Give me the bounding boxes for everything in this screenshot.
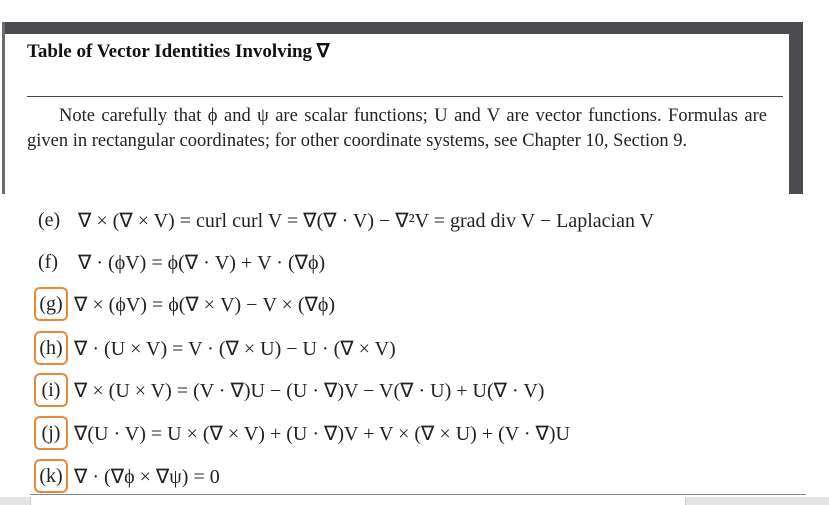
- formula-row-e: [38, 201, 654, 239]
- formula-expression: ∇ × (ϕV) = ϕ(∇ × V) − V × (∇ϕ): [74, 293, 336, 316]
- formula-expression: ∇ · (U × V) = V · (∇ × U) − U · (∇ × V): [74, 337, 396, 360]
- formula-row-i: [38, 371, 544, 409]
- document-title: Table of Vector Identities Involving ∇: [27, 41, 330, 62]
- formula-expression: ∇ × (U × V) = (V · ∇)U − (U · ∇)V − V(∇ · U) + U(∇ · V): [74, 379, 545, 402]
- image-frame-top: [2, 22, 803, 34]
- formula-label-highlighted: (j): [34, 416, 68, 450]
- note-paragraph: Note carefully that ϕ and ψ are scalar functions; U and V are vector functions. Formulas are given in rectangular coordinates; for other coordinate systems, see Chapter 10, Section 9.: [27, 106, 767, 151]
- formula-label: (f): [38, 250, 58, 273]
- formula-label-highlighted: (k): [34, 459, 68, 493]
- bottom-input-area: [30, 497, 686, 505]
- formula-label-highlighted: (i): [34, 373, 68, 407]
- formula-label-highlighted: (h): [34, 331, 68, 365]
- formula-expression: ∇ × (∇ × V) = curl curl V = ∇(∇ · V) − ∇²V = grad div V − Laplacian V: [78, 209, 655, 232]
- formula-row-k: [38, 457, 220, 495]
- top-strip: [0, 0, 829, 22]
- formula-expression: ∇ · (∇ϕ × ∇ψ) = 0: [74, 465, 220, 488]
- document-page: [5, 34, 789, 194]
- formula-row-f: [38, 243, 325, 281]
- formula-row-j: [38, 414, 570, 452]
- formula-label-highlighted: (g): [34, 287, 68, 321]
- formula-label: (e): [38, 208, 61, 231]
- title-rule: [27, 96, 783, 97]
- image-frame-right: [789, 22, 803, 194]
- formula-expression: ∇ · (ϕV) = ϕ(∇ · V) + V · (∇ϕ): [78, 251, 326, 274]
- formula-list: [0, 197, 829, 497]
- bottom-rule: [30, 494, 806, 495]
- formula-row-h: [38, 329, 396, 367]
- formula-row-g: [38, 285, 335, 323]
- formula-expression: ∇(U · V) = U × (∇ × V) + (U · ∇)V + V × (∇ × U) + (V · ∇)U: [74, 422, 570, 445]
